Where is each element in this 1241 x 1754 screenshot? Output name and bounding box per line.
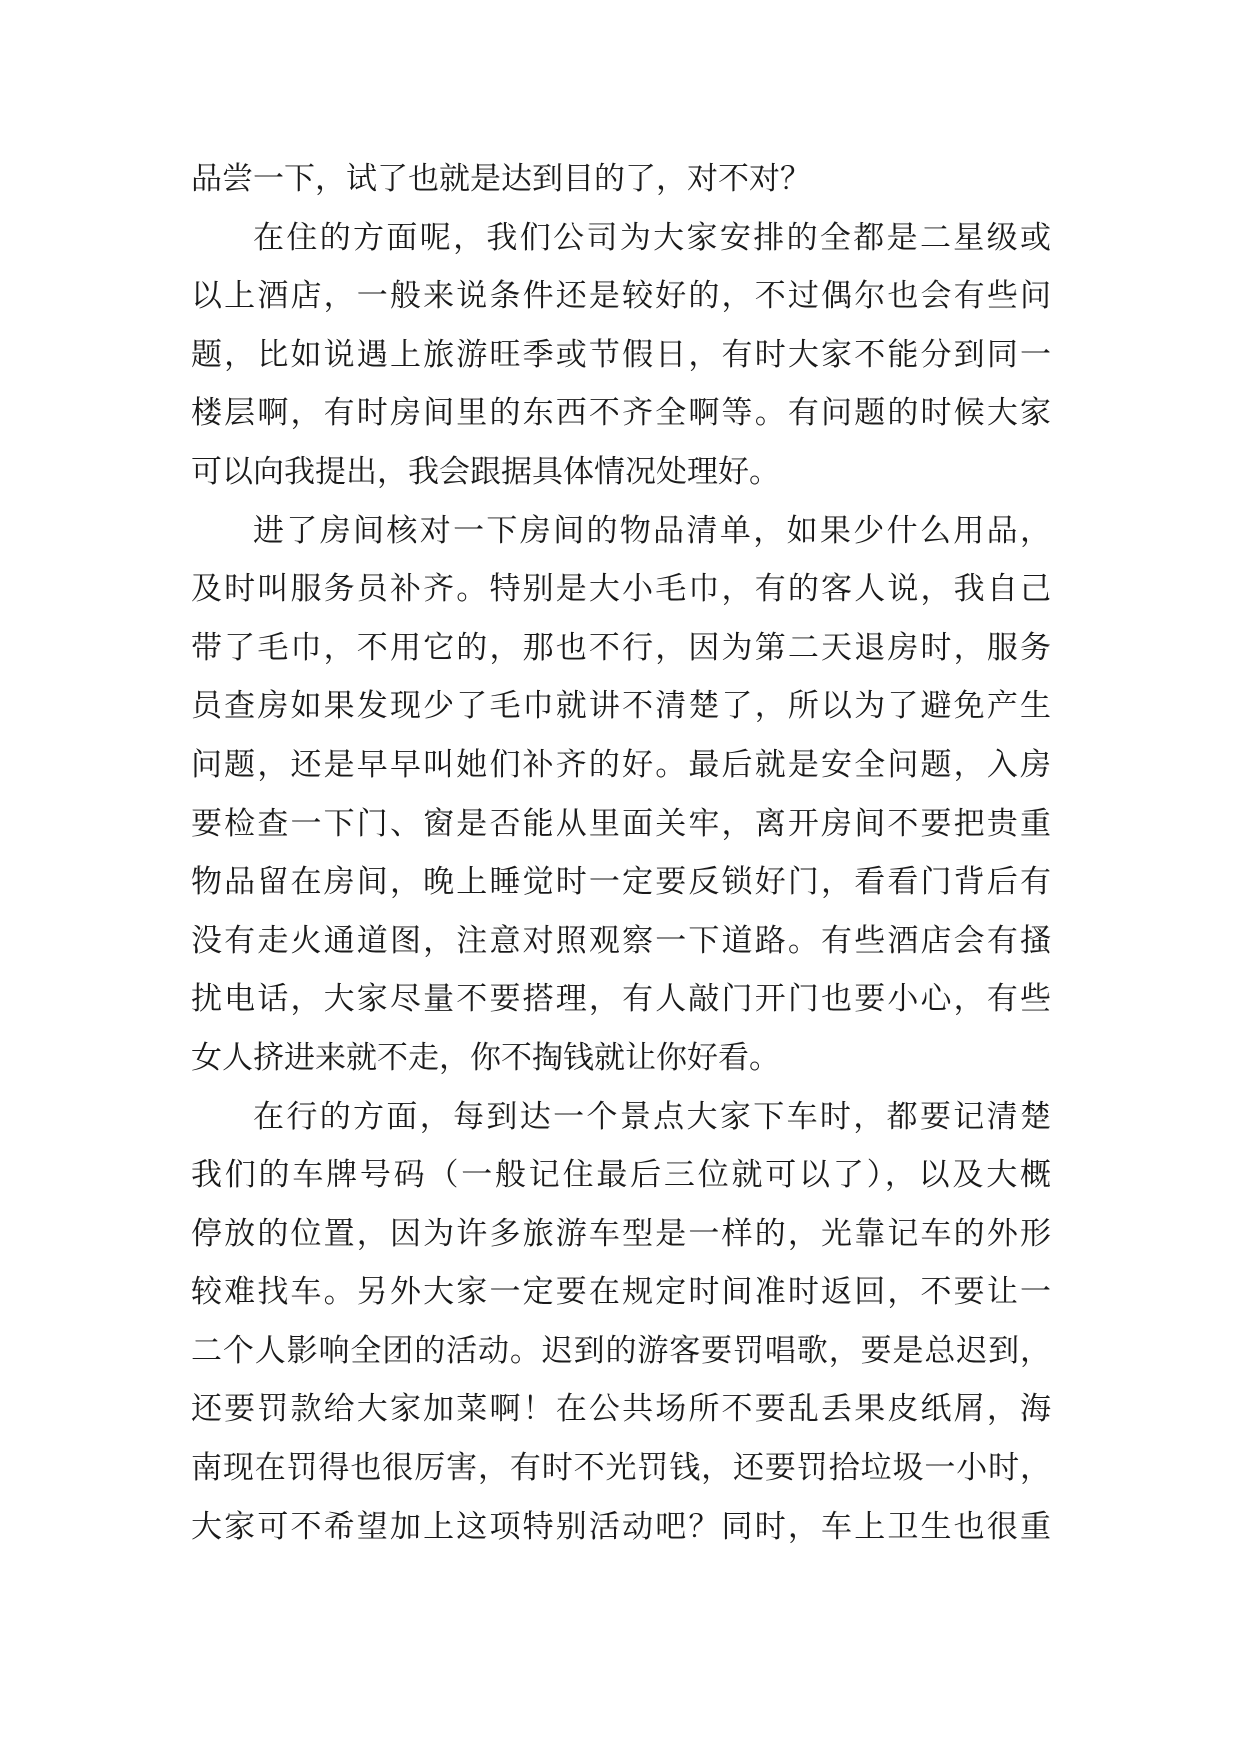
text-line: 问题，还是早早叫她们补齐的好。最后就是安全问题，入房 <box>191 746 1051 783</box>
text-line: 女人挤进来就不走，你不掏钱就让你好看。 <box>191 1039 780 1076</box>
text-line: 大家可不希望加上这项特别活动吧？同时，车上卫生也很重 <box>191 1508 1051 1545</box>
text-line: 二个人影响全团的活动。迟到的游客要罚唱歌，要是总迟到， <box>191 1332 1051 1369</box>
text-line: 及时叫服务员补齐。特别是大小毛巾，有的客人说，我自己 <box>191 571 1051 608</box>
text-line: 物品留在房间，晚上睡觉时一定要反锁好门，看看门背后有 <box>191 864 1051 901</box>
body-text <box>191 150 1051 1556</box>
text-line: 在住的方面呢，我们公司为大家安排的全都是二星级或 <box>253 219 1051 256</box>
text-line: 停放的位置，因为许多旅游车型是一样的，光靠记车的外形 <box>191 1215 1051 1252</box>
text-line: 没有走火通道图，注意对照观察一下道路。有些酒店会有搔 <box>191 922 1051 959</box>
text-line: 进了房间核对一下房间的物品清单，如果少什么用品， <box>253 512 1051 549</box>
text-line: 品尝一下，试了也就是达到目的了，对不对？ <box>191 161 811 197</box>
text-line: 员查房如果发现少了毛巾就讲不清楚了，所以为了避免产生 <box>191 688 1051 725</box>
text-line: 扰电话，大家尽量不要搭理，有人敲门开门也要小心，有些 <box>191 981 1051 1018</box>
text-line: 带了毛巾，不用它的，那也不行，因为第二天退房时，服务 <box>191 629 1051 666</box>
text-line: 在行的方面，每到达一个景点大家下车时，都要记清楚 <box>253 1098 1051 1135</box>
text-line: 楼层啊，有时房间里的东西不齐全啊等。有问题的时候大家 <box>191 395 1051 432</box>
text-line: 还要罚款给大家加菜啊！在公共场所不要乱丢果皮纸屑，海 <box>191 1391 1051 1428</box>
text-line: 南现在罚得也很厉害，有时不光罚钱，还要罚拾垃圾一小时， <box>191 1450 1051 1487</box>
text-line: 以上酒店，一般来说条件还是较好的，不过偶尔也会有些问 <box>191 278 1051 315</box>
text-line: 我们的车牌号码（一般记住最后三位就可以了），以及大概 <box>191 1157 1051 1194</box>
text-line: 较难找车。另外大家一定要在规定时间准时返回，不要让一 <box>191 1274 1051 1311</box>
text-line: 要检查一下门、窗是否能从里面关牢，离开房间不要把贵重 <box>191 805 1051 842</box>
text-line: 可以向我提出，我会跟据具体情况处理好。 <box>191 453 780 490</box>
text-line: 题，比如说遇上旅游旺季或节假日，有时大家不能分到同一 <box>191 336 1051 373</box>
